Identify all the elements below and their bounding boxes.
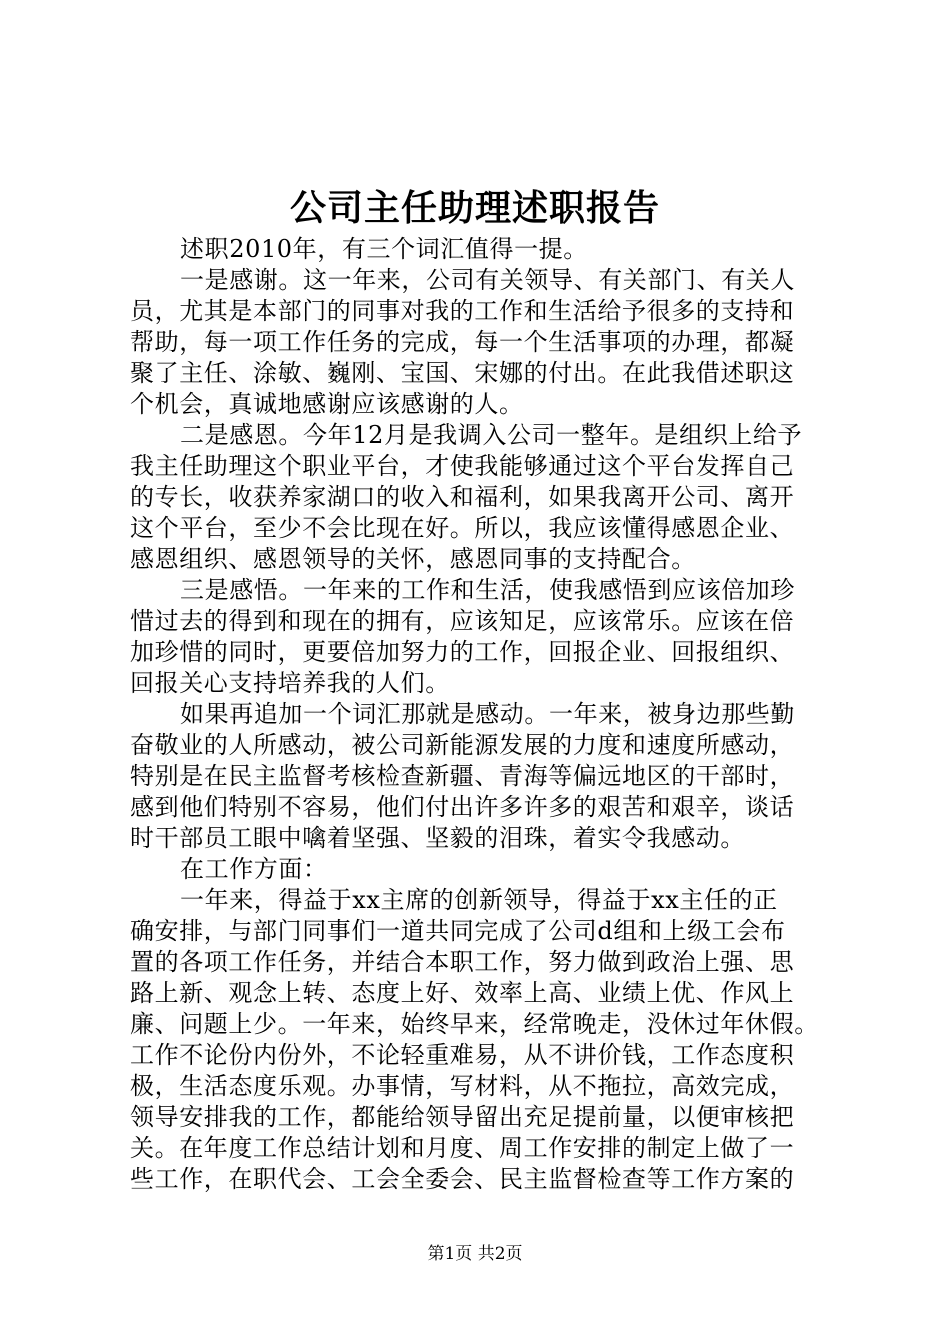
paragraph-line: 二是感恩。今年12月是我调入公司一整年。是组织上给予	[180, 421, 803, 449]
paragraph-line: 回报关心支持培养我的人们。	[130, 669, 450, 697]
paragraph-line: 时干部员工眼中噙着坚强、坚毅的泪珠，着实令我感动。	[130, 824, 745, 852]
document-body	[130, 234, 830, 1195]
paragraph-line: 路上新、观念上转、态度上好、效率上高、业绩上优、作风上	[130, 979, 795, 1007]
page-number-footer: 第1页 共2页	[427, 1244, 523, 1264]
paragraph-line: 聚了主任、涂敏、巍刚、宝国、宋娜的付出。在此我借述职这	[130, 359, 795, 387]
paragraph-line: 感到他们特别不容易，他们付出许多许多的艰苦和艰辛，谈话	[130, 793, 795, 821]
paragraph-line: 三是感悟。一年来的工作和生活，使我感悟到应该倍加珍	[180, 576, 795, 604]
paragraph-line: 极，生活态度乐观。办事情，写材料，从不拖拉，高效完成，	[130, 1072, 795, 1100]
paragraph-line: 这个平台，至少不会比现在好。所以，我应该懂得感恩企业、	[130, 514, 795, 542]
paragraph-line: 我主任助理这个职业平台，才使我能够通过这个平台发挥自己	[130, 452, 795, 480]
paragraph-line: 述职2010年，有三个词汇值得一提。	[180, 235, 588, 263]
paragraph-line: 惜过去的得到和现在的拥有，应该知足，应该常乐。应该在倍	[130, 607, 795, 635]
paragraph-line: 感恩组织、感恩领导的关怀，感恩同事的支持配合。	[130, 545, 696, 573]
paragraph-line: 在工作方面：	[180, 855, 328, 883]
paragraph-line: 些工作，在职代会、工会全委会、民主监督检查等工作方案的	[130, 1165, 795, 1193]
paragraph-line: 员，尤其是本部门的同事对我的工作和生活给予很多的支持和	[130, 297, 795, 325]
paragraph-line: 一年来，得益于xx主席的创新领导，得益于xx主任的正	[180, 886, 778, 914]
paragraph-line: 一是感谢。这一年来，公司有关领导、有关部门、有关人	[180, 266, 795, 294]
paragraph-line: 的专长，收获养家湖口的收入和福利，如果我离开公司、离开	[130, 483, 795, 511]
paragraph-line: 帮助，每一项工作任务的完成，每一个生活事项的办理，都凝	[130, 328, 795, 356]
paragraph-line: 关。在年度工作总结计划和月度、周工作安排的制定上做了一	[130, 1134, 795, 1162]
paragraph-line: 特别是在民主监督考核检查新疆、青海等偏远地区的干部时，	[130, 762, 795, 790]
paragraph-line: 如果再追加一个词汇那就是感动。一年来，被身边那些勤	[180, 700, 795, 728]
paragraph-line: 个机会，真诚地感谢应该感谢的人。	[130, 390, 524, 418]
paragraph-line: 加珍惜的同时，更要倍加努力的工作，回报企业、回报组织、	[130, 638, 795, 666]
paragraph-line: 工作不论份内份外，不论轻重难易，从不讲价钱，工作态度积	[130, 1041, 795, 1069]
paragraph-line: 廉、问题上少。一年来，始终早来，经常晚走，没休过年休假。	[130, 1010, 819, 1038]
document-title: 公司主任助理述职报告	[289, 187, 660, 229]
paragraph-line: 领导安排我的工作，都能给领导留出充足提前量，以便审核把	[130, 1103, 795, 1131]
paragraph-line: 确安排，与部门同事们一道共同完成了公司d组和上级工会布	[130, 917, 786, 945]
paragraph-line: 奋敬业的人所感动，被公司新能源发展的力度和速度所感动，	[130, 731, 795, 759]
paragraph-line: 置的各项工作任务，并结合本职工作，努力做到政治上强、思	[130, 948, 795, 976]
